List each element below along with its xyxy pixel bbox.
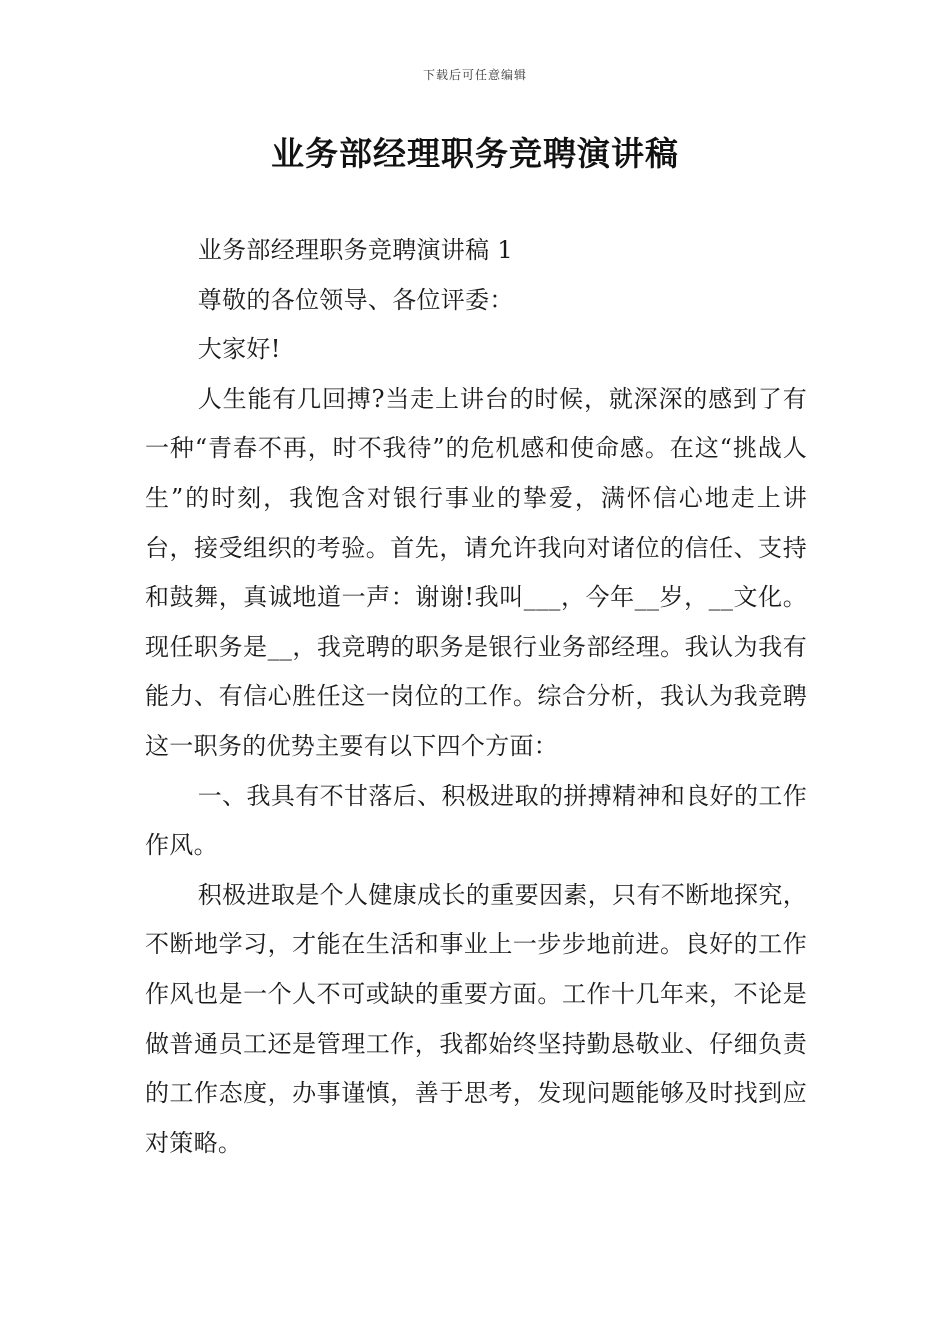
paragraph-subtitle: 业务部经理职务竞聘演讲稿 1 xyxy=(197,236,513,264)
header-note: 下载后可任意编辑 xyxy=(422,68,527,82)
document-body xyxy=(145,226,807,1168)
paragraph-greeting: 大家好! xyxy=(197,335,281,364)
paragraph-salutation: 尊敬的各位领导、各位评委： xyxy=(197,285,514,314)
paragraph-point-one-body: 积极进取是个人健康成长的重要因素，只有不断地探究，不断地学习，才能在生活和事业上一步步地前进。良好的工作作风也是一个人不可或缺的重要方面。工作十几年来，不论是做普通员工还是管理工作，我都始终坚持勤恳敬业、仔细负责的工作态度，办事谨慎，善于思考，发现问题能够及时找到应对策略。 xyxy=(145,880,807,1157)
document-title: 业务部经理职务竞聘演讲稿 xyxy=(271,134,679,173)
paragraph-introduction: 人生能有几回搏?当走上讲台的时候，就深深的感到了有一种“青春不再，时不我待”的危机感和使命感。在这“挑战人生”的时刻，我饱含对银行事业的挚爱，满怀信心地走上讲台，接受组织的考验。首先，请允许我向对诸位的信任、支持和鼓舞，真诚地道一声：谢谢!我叫___，今年__岁，__文化。现任职务是__，我竞聘的职务是银行业务部经理。我认为我有能力、有信心胜任这一岗位的工作。综合分析，我认为我竞聘这一职务的优势主要有以下四个方面： xyxy=(145,384,807,760)
paragraph-point-one-heading: 一、我具有不甘落后、积极进取的拼搏精神和良好的工作作风。 xyxy=(145,781,807,860)
